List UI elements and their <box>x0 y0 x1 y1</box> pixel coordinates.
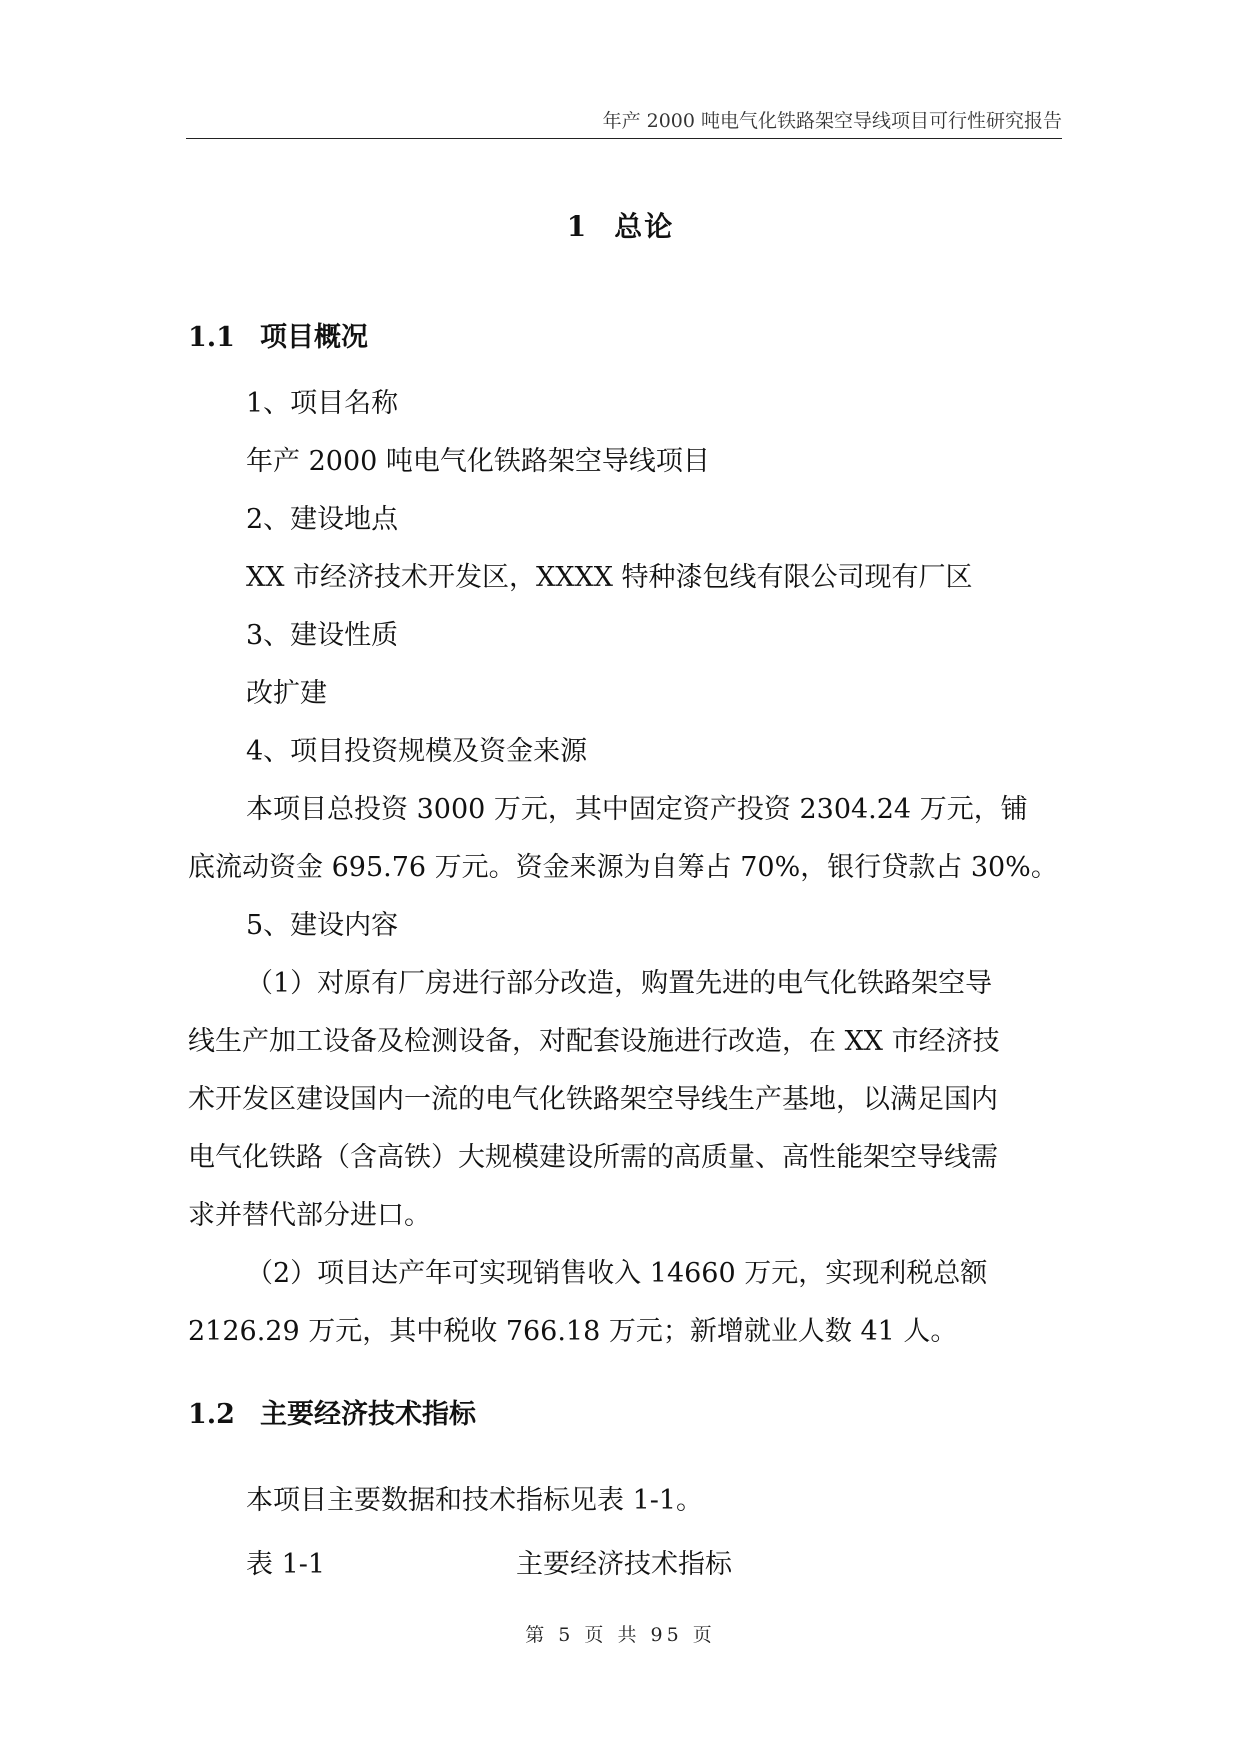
paragraph-line: 本项目主要数据和技术指标见表 1-1。 <box>246 1485 704 1516</box>
section-title: 项目概况 <box>260 322 368 353</box>
section-number: 1.1 <box>188 322 235 353</box>
paragraph-line: 底流动资金 695.76 万元。资金来源为自筹占 70%，银行贷款占 30%。 <box>188 852 1058 883</box>
paragraph-line: 改扩建 <box>246 678 327 709</box>
section-number: 1.2 <box>188 1399 235 1430</box>
paragraph-line: 年产 2000 吨电气化铁路架空导线项目 <box>246 446 710 477</box>
table-label: 表 1-1 <box>246 1549 326 1580</box>
paragraph-line: 3、建设性质 <box>246 620 399 651</box>
table-caption <box>246 1546 732 1584</box>
paragraph-line: 1、项目名称 <box>246 388 399 419</box>
paragraph-line: 术开发区建设国内一流的电气化铁路架空导线生产基地，以满足国内 <box>188 1084 998 1115</box>
header-title: 年产 2000 吨电气化铁路架空导线项目可行性研究报告 <box>602 110 1062 132</box>
paragraph-line: 电气化铁路（含高铁）大规模建设所需的高质量、高性能架空导线需 <box>188 1142 998 1173</box>
page-number-text: 第 5 页 共 95 页 <box>525 1624 716 1646</box>
paragraph-line: 2、建设地点 <box>246 504 399 535</box>
section-heading-1-1 <box>188 315 368 354</box>
page-footer <box>0 1620 1241 1647</box>
paragraph-line: （2）项目达产年可实现销售收入 14660 万元，实现利税总额 <box>246 1258 988 1289</box>
chapter-number: 1 <box>566 210 589 243</box>
paragraph-line: 求并替代部分进口。 <box>188 1200 431 1231</box>
chapter-title-text: 总论 <box>614 210 675 243</box>
chapter-title <box>0 205 1241 245</box>
section-title: 主要经济技术指标 <box>260 1399 476 1430</box>
table-title: 主要经济技术指标 <box>516 1549 732 1580</box>
section-heading-1-2 <box>188 1392 476 1431</box>
paragraph-line: 本项目总投资 3000 万元，其中固定资产投资 2304.24 万元，铺 <box>246 794 1028 825</box>
running-header <box>186 104 1062 139</box>
paragraph-line: XX 市经济技术开发区，XXXX 特种漆包线有限公司现有厂区 <box>246 562 973 593</box>
paragraph-line: 5、建设内容 <box>246 910 399 941</box>
paragraph-line: 线生产加工设备及检测设备，对配套设施进行改造，在 XX 市经济技 <box>188 1026 1000 1057</box>
paragraph-line: 4、项目投资规模及资金来源 <box>246 736 588 767</box>
paragraph-line: （1）对原有厂房进行部分改造，购置先进的电气化铁路架空导 <box>246 968 993 999</box>
paragraph-line: 2126.29 万元，其中税收 766.18 万元；新增就业人数 41 人。 <box>188 1316 958 1347</box>
